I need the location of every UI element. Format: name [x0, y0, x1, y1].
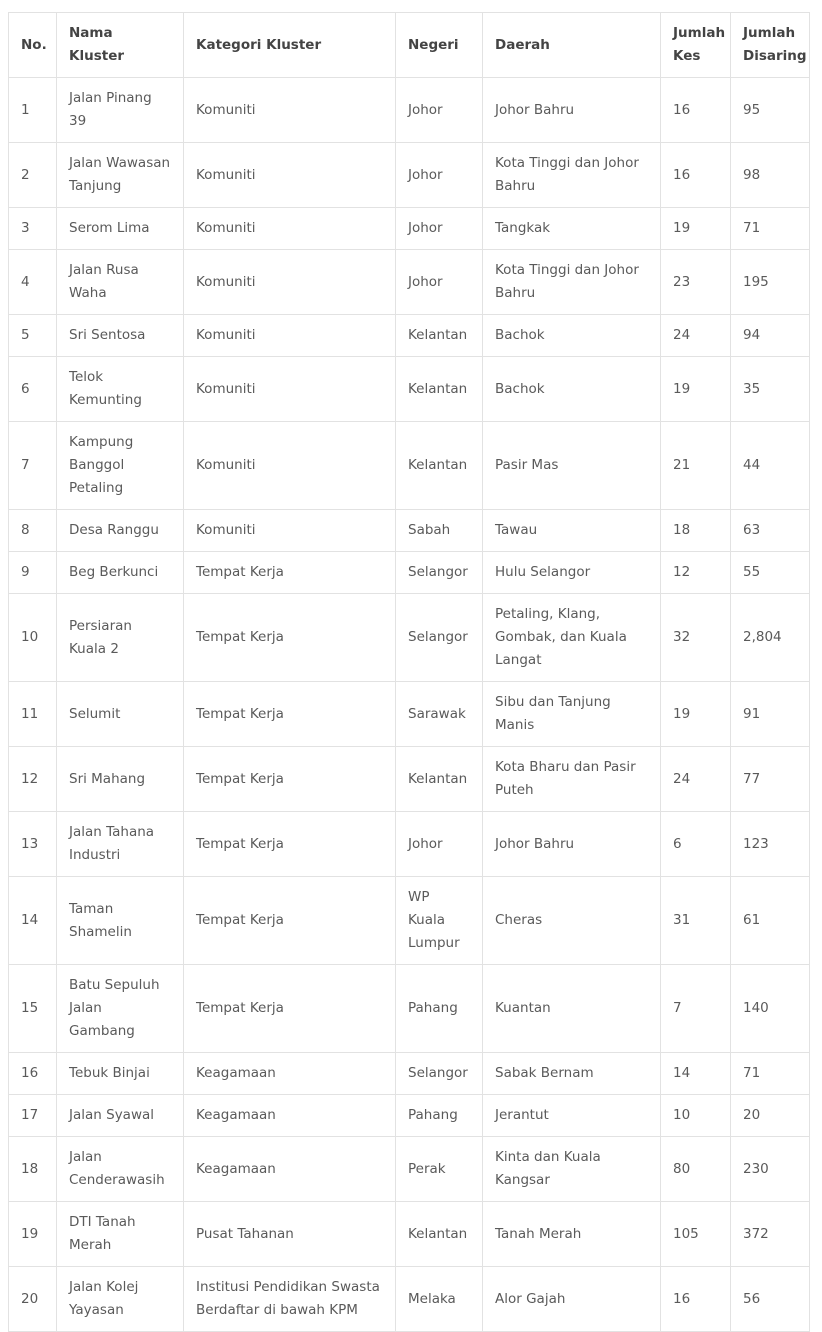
- cell-jumlah-disaring: 61: [731, 877, 810, 965]
- header-jumlah-kes: Jumlah Kes: [661, 13, 731, 78]
- table-row: [9, 747, 810, 812]
- cell-kategori-kluster: Komuniti: [184, 357, 396, 422]
- cell-jumlah-disaring: 55: [731, 552, 810, 594]
- cell-jumlah-disaring: 95: [731, 78, 810, 143]
- table-row: [9, 1053, 810, 1095]
- cell-jumlah-kes: 7: [661, 965, 731, 1053]
- cell-jumlah-disaring: 71: [731, 208, 810, 250]
- cell-jumlah-disaring: 71: [731, 1053, 810, 1095]
- cell-jumlah-disaring: 230: [731, 1137, 810, 1202]
- cell-daerah: Jerantut: [483, 1095, 661, 1137]
- cell-negeri: Melaka: [396, 1267, 483, 1332]
- cell-no: 16: [9, 1053, 57, 1095]
- cell-nama-kluster: Jalan Rusa Waha: [57, 250, 184, 315]
- cell-nama-kluster: Taman Shamelin: [57, 877, 184, 965]
- cell-no: 9: [9, 552, 57, 594]
- cell-daerah: Kota Bharu dan Pasir Puteh: [483, 747, 661, 812]
- table-row: [9, 1095, 810, 1137]
- header-row: [9, 13, 810, 78]
- cell-daerah: Sabak Bernam: [483, 1053, 661, 1095]
- cell-jumlah-kes: 80: [661, 1137, 731, 1202]
- cell-jumlah-kes: 19: [661, 682, 731, 747]
- cell-jumlah-kes: 21: [661, 422, 731, 510]
- cell-jumlah-kes: 16: [661, 1267, 731, 1332]
- cell-no: 7: [9, 422, 57, 510]
- cell-jumlah-disaring: 91: [731, 682, 810, 747]
- cell-daerah: Bachok: [483, 357, 661, 422]
- header-negeri: Negeri: [396, 13, 483, 78]
- cell-jumlah-kes: 19: [661, 208, 731, 250]
- cell-negeri: Pahang: [396, 965, 483, 1053]
- cell-no: 20: [9, 1267, 57, 1332]
- cell-kategori-kluster: Komuniti: [184, 208, 396, 250]
- cell-no: 12: [9, 747, 57, 812]
- cell-jumlah-kes: 23: [661, 250, 731, 315]
- cell-nama-kluster: DTI Tanah Merah: [57, 1202, 184, 1267]
- cell-negeri: WP Kuala Lumpur: [396, 877, 483, 965]
- table-row: [9, 594, 810, 682]
- cell-jumlah-kes: 18: [661, 510, 731, 552]
- cell-kategori-kluster: Keagamaan: [184, 1053, 396, 1095]
- cell-jumlah-disaring: 35: [731, 357, 810, 422]
- cell-nama-kluster: Desa Ranggu: [57, 510, 184, 552]
- cell-nama-kluster: Beg Berkunci: [57, 552, 184, 594]
- cell-jumlah-disaring: 44: [731, 422, 810, 510]
- cell-jumlah-disaring: 372: [731, 1202, 810, 1267]
- cluster-table: [8, 12, 810, 1332]
- cell-negeri: Kelantan: [396, 422, 483, 510]
- cell-daerah: Tawau: [483, 510, 661, 552]
- cell-daerah: Petaling, Klang, Gombak, dan Kuala Langat: [483, 594, 661, 682]
- cell-jumlah-kes: 14: [661, 1053, 731, 1095]
- table-row: [9, 1137, 810, 1202]
- cell-daerah: Bachok: [483, 315, 661, 357]
- cell-no: 4: [9, 250, 57, 315]
- cell-no: 19: [9, 1202, 57, 1267]
- cell-negeri: Kelantan: [396, 1202, 483, 1267]
- cell-jumlah-kes: 12: [661, 552, 731, 594]
- table-row: [9, 208, 810, 250]
- table-row: [9, 1267, 810, 1332]
- cell-no: 3: [9, 208, 57, 250]
- cell-negeri: Selangor: [396, 1053, 483, 1095]
- table-row: [9, 682, 810, 747]
- cell-kategori-kluster: Tempat Kerja: [184, 877, 396, 965]
- cell-nama-kluster: Batu Sepuluh Jalan Gambang: [57, 965, 184, 1053]
- cell-negeri: Kelantan: [396, 747, 483, 812]
- cell-jumlah-kes: 31: [661, 877, 731, 965]
- cell-no: 6: [9, 357, 57, 422]
- cell-no: 15: [9, 965, 57, 1053]
- cell-nama-kluster: Selumit: [57, 682, 184, 747]
- cell-negeri: Perak: [396, 1137, 483, 1202]
- table-row: [9, 143, 810, 208]
- cell-kategori-kluster: Komuniti: [184, 78, 396, 143]
- cell-kategori-kluster: Tempat Kerja: [184, 812, 396, 877]
- cell-nama-kluster: Jalan Syawal: [57, 1095, 184, 1137]
- cell-jumlah-disaring: 94: [731, 315, 810, 357]
- cell-negeri: Johor: [396, 78, 483, 143]
- cell-nama-kluster: Jalan Wawasan Tanjung: [57, 143, 184, 208]
- cell-kategori-kluster: Tempat Kerja: [184, 552, 396, 594]
- cell-negeri: Pahang: [396, 1095, 483, 1137]
- cell-daerah: Sibu dan Tanjung Manis: [483, 682, 661, 747]
- cell-jumlah-disaring: 98: [731, 143, 810, 208]
- cell-negeri: Johor: [396, 812, 483, 877]
- cell-nama-kluster: Jalan Pinang 39: [57, 78, 184, 143]
- cell-kategori-kluster: Tempat Kerja: [184, 594, 396, 682]
- cell-kategori-kluster: Tempat Kerja: [184, 747, 396, 812]
- cell-daerah: Cheras: [483, 877, 661, 965]
- cell-nama-kluster: Jalan Tahana Industri: [57, 812, 184, 877]
- cell-no: 18: [9, 1137, 57, 1202]
- cell-jumlah-kes: 16: [661, 143, 731, 208]
- cell-negeri: Johor: [396, 250, 483, 315]
- cell-daerah: Kinta dan Kuala Kangsar: [483, 1137, 661, 1202]
- cell-daerah: Alor Gajah: [483, 1267, 661, 1332]
- cell-jumlah-kes: 10: [661, 1095, 731, 1137]
- header-nama-kluster: Nama Kluster: [57, 13, 184, 78]
- table-row: [9, 877, 810, 965]
- cell-negeri: Johor: [396, 208, 483, 250]
- cell-daerah: Pasir Mas: [483, 422, 661, 510]
- cell-kategori-kluster: Komuniti: [184, 510, 396, 552]
- cell-no: 11: [9, 682, 57, 747]
- table-row: [9, 510, 810, 552]
- cell-kategori-kluster: Tempat Kerja: [184, 965, 396, 1053]
- cell-kategori-kluster: Komuniti: [184, 422, 396, 510]
- cell-daerah: Kota Tinggi dan Johor Bahru: [483, 250, 661, 315]
- table-row: [9, 357, 810, 422]
- cell-kategori-kluster: Komuniti: [184, 143, 396, 208]
- table-row: [9, 250, 810, 315]
- cell-jumlah-kes: 32: [661, 594, 731, 682]
- cell-jumlah-disaring: 20: [731, 1095, 810, 1137]
- cell-jumlah-kes: 24: [661, 747, 731, 812]
- header-jumlah-disaring: Jumlah Disaring: [731, 13, 810, 78]
- cell-nama-kluster: Persiaran Kuala 2: [57, 594, 184, 682]
- cell-nama-kluster: Telok Kemunting: [57, 357, 184, 422]
- cell-negeri: Sarawak: [396, 682, 483, 747]
- table-row: [9, 965, 810, 1053]
- cell-jumlah-disaring: 77: [731, 747, 810, 812]
- cell-daerah: Kota Tinggi dan Johor Bahru: [483, 143, 661, 208]
- cell-kategori-kluster: Tempat Kerja: [184, 682, 396, 747]
- cell-jumlah-kes: 6: [661, 812, 731, 877]
- cell-kategori-kluster: Institusi Pendidikan Swasta Berdaftar di bawah KPM: [184, 1267, 396, 1332]
- cell-jumlah-disaring: 123: [731, 812, 810, 877]
- cell-jumlah-disaring: 140: [731, 965, 810, 1053]
- table-row: [9, 315, 810, 357]
- cell-kategori-kluster: Pusat Tahanan: [184, 1202, 396, 1267]
- table-row: [9, 552, 810, 594]
- header-no: No.: [9, 13, 57, 78]
- cell-nama-kluster: Tebuk Binjai: [57, 1053, 184, 1095]
- cell-daerah: Tangkak: [483, 208, 661, 250]
- cell-no: 17: [9, 1095, 57, 1137]
- cell-nama-kluster: Serom Lima: [57, 208, 184, 250]
- cell-nama-kluster: Jalan Cenderawasih: [57, 1137, 184, 1202]
- cell-negeri: Kelantan: [396, 315, 483, 357]
- cell-jumlah-disaring: 2,804: [731, 594, 810, 682]
- cell-no: 1: [9, 78, 57, 143]
- cell-no: 5: [9, 315, 57, 357]
- cell-nama-kluster: Kampung Banggol Petaling: [57, 422, 184, 510]
- cell-nama-kluster: Jalan Kolej Yayasan: [57, 1267, 184, 1332]
- cell-no: 13: [9, 812, 57, 877]
- cell-jumlah-kes: 16: [661, 78, 731, 143]
- cell-no: 14: [9, 877, 57, 965]
- table-row: [9, 812, 810, 877]
- cell-kategori-kluster: Keagamaan: [184, 1137, 396, 1202]
- table-row: [9, 78, 810, 143]
- cell-jumlah-kes: 24: [661, 315, 731, 357]
- cell-negeri: Johor: [396, 143, 483, 208]
- cell-jumlah-disaring: 56: [731, 1267, 810, 1332]
- cell-daerah: Kuantan: [483, 965, 661, 1053]
- cell-negeri: Kelantan: [396, 357, 483, 422]
- cell-daerah: Hulu Selangor: [483, 552, 661, 594]
- cell-kategori-kluster: Komuniti: [184, 315, 396, 357]
- cell-daerah: Tanah Merah: [483, 1202, 661, 1267]
- cell-negeri: Sabah: [396, 510, 483, 552]
- header-kategori-kluster: Kategori Kluster: [184, 13, 396, 78]
- cell-negeri: Selangor: [396, 552, 483, 594]
- cell-no: 10: [9, 594, 57, 682]
- cell-jumlah-kes: 19: [661, 357, 731, 422]
- cell-no: 8: [9, 510, 57, 552]
- cell-nama-kluster: Sri Mahang: [57, 747, 184, 812]
- cell-kategori-kluster: Komuniti: [184, 250, 396, 315]
- cell-daerah: Johor Bahru: [483, 78, 661, 143]
- table-row: [9, 422, 810, 510]
- table-row: [9, 1202, 810, 1267]
- cell-jumlah-kes: 105: [661, 1202, 731, 1267]
- cell-nama-kluster: Sri Sentosa: [57, 315, 184, 357]
- cell-no: 2: [9, 143, 57, 208]
- cell-jumlah-disaring: 195: [731, 250, 810, 315]
- cell-jumlah-disaring: 63: [731, 510, 810, 552]
- cell-negeri: Selangor: [396, 594, 483, 682]
- header-daerah: Daerah: [483, 13, 661, 78]
- cell-kategori-kluster: Keagamaan: [184, 1095, 396, 1137]
- cell-daerah: Johor Bahru: [483, 812, 661, 877]
